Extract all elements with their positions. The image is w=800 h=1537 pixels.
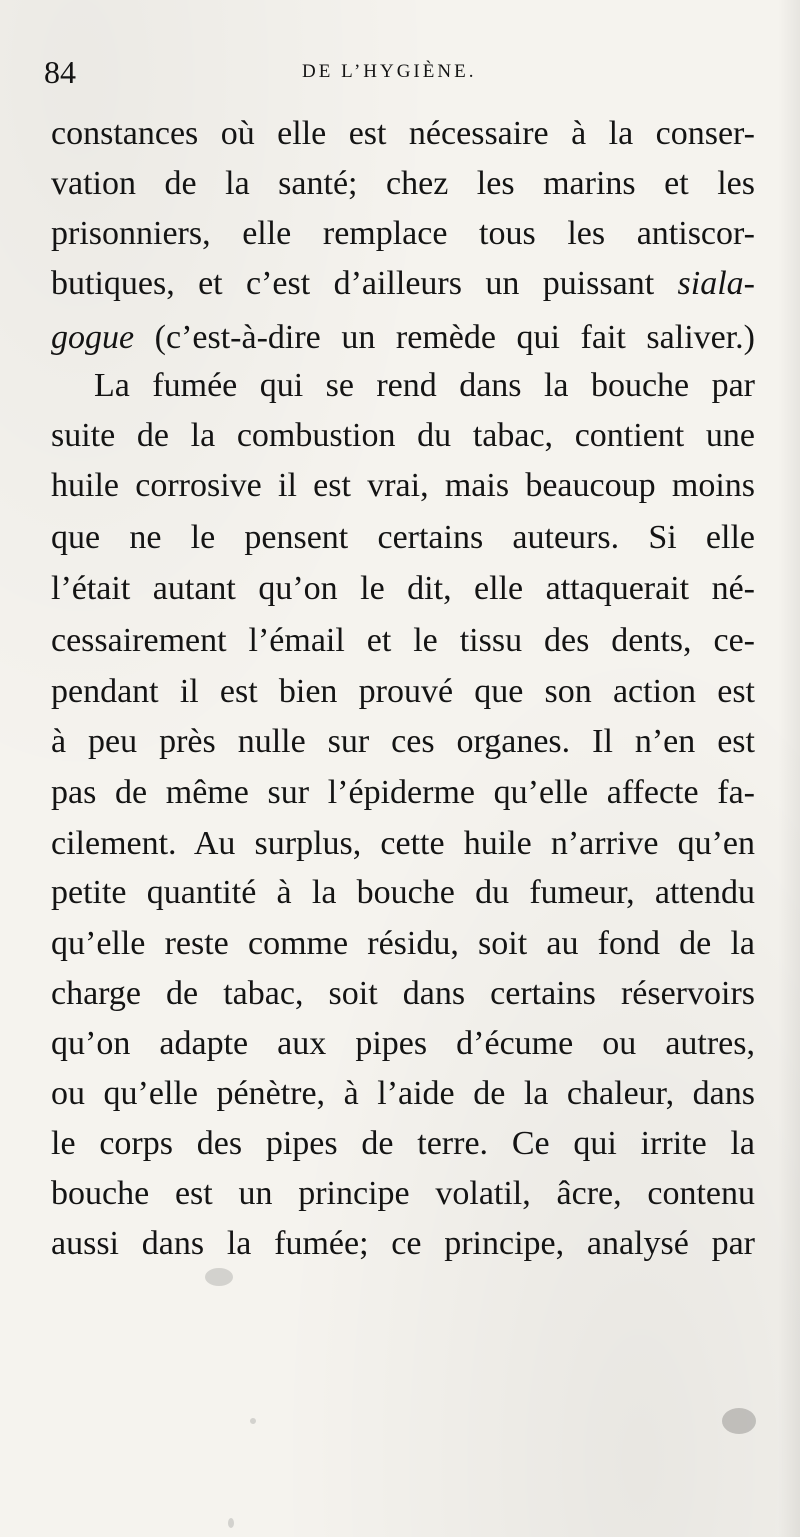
ink-smudge — [722, 1408, 756, 1434]
text-line: charge de tabac, soit dans certains réservoirs — [51, 975, 755, 1012]
text-line: à peu près nulle sur ces organes. Il n’en est — [51, 723, 755, 760]
paragraph-start-line: La fumée qui se rend dans la bouche par — [94, 367, 755, 404]
text-line: vation de la santé; chez les marins et les — [51, 165, 755, 202]
page-edge-shadow — [778, 0, 800, 1537]
page-header — [44, 52, 764, 92]
text-line: huile corrosive il est vrai, mais beaucoup moins — [51, 467, 755, 504]
page-number: 84 — [44, 54, 76, 90]
text-line: suite de la combustion du tabac, contient une — [51, 417, 755, 454]
text-line: constances où elle est nécessaire à la conser- — [51, 115, 755, 152]
text-italic: gogue — [51, 319, 135, 356]
text-line: bouche est un principe volatil, âcre, contenu — [51, 1175, 755, 1212]
text-plain: (c’est-à-dire un remède qui fait saliver.) — [134, 319, 755, 356]
text-line: cessairement l’émail et le tissu des dents, ce- — [51, 622, 755, 659]
ink-speck — [228, 1518, 234, 1528]
text-line-mixed — [51, 312, 755, 364]
text-line-mixed — [51, 258, 755, 310]
text-line: pas de même sur l’épiderme qu’elle affecte fa- — [51, 774, 755, 811]
text-line: ou qu’elle pénètre, à l’aide de la chaleur, dans — [51, 1075, 755, 1112]
ink-speck — [250, 1418, 256, 1424]
running-head: DE L’HYGIÈNE. — [302, 61, 477, 82]
text-line: qu’elle reste comme résidu, soit au fond de la — [51, 925, 755, 962]
text-line: cilement. Au surplus, cette huile n’arrive qu’en — [51, 825, 755, 862]
text-line: pendant il est bien prouvé que son action est — [51, 673, 755, 710]
text-italic: siala- — [677, 265, 755, 302]
text-line: le corps des pipes de terre. Ce qui irrite la — [51, 1125, 755, 1162]
text-line: petite quantité à la bouche du fumeur, attendu — [51, 874, 755, 911]
text-line: aussi dans la fumée; ce principe, analysé par — [51, 1225, 755, 1262]
text-line: prisonniers, elle remplace tous les antiscor- — [51, 215, 755, 252]
text-plain: butiques, et c’est d’ailleurs un puissant — [51, 265, 678, 302]
text-line: qu’on adapte aux pipes d’écume ou autres, — [51, 1025, 755, 1062]
text-line: l’était autant qu’on le dit, elle attaquerait né- — [51, 570, 755, 607]
ink-smudge — [205, 1268, 233, 1286]
text-line: que ne le pensent certains auteurs. Si elle — [51, 519, 755, 556]
